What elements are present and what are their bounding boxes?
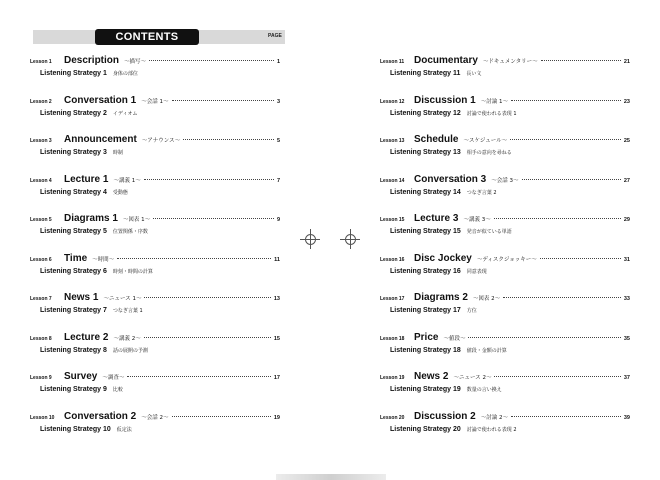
listening-strategy-japanese: 時制 [112, 150, 123, 156]
listening-strategy-label: Listening Strategy 16 [390, 267, 461, 275]
dotted-leader [144, 297, 270, 298]
toc-entry-main-line [380, 174, 630, 188]
lesson-number: Lesson 18 [380, 335, 405, 342]
lesson-japanese-subtitle: ～図表 1～ [122, 217, 151, 223]
lesson-japanese-subtitle: ～スケジュール～ [463, 138, 508, 144]
toc-entry-main-line [380, 371, 630, 385]
page-number: 17 [273, 375, 280, 381]
listening-strategy-japanese: 発音が似ている単語 [466, 229, 512, 235]
toc-entry-main-line [30, 292, 280, 306]
lesson-title: Lecture 1 [64, 173, 109, 185]
lesson-japanese-subtitle: ～時間～ [92, 256, 115, 263]
lesson-title: Conversation 1 [64, 94, 137, 106]
crosshair-registration-icon [340, 229, 360, 249]
listening-strategy-japanese: 仮定法 [116, 426, 132, 433]
toc-entry-strategy-line [40, 347, 148, 354]
listening-strategy-japanese: 数量の言い換え [466, 387, 502, 393]
dotted-leader [503, 297, 621, 298]
lesson-title: Schedule [414, 134, 459, 145]
lesson-japanese-subtitle: ～描写～ [124, 59, 147, 65]
toc-right-page [380, 0, 660, 480]
page-number: 19 [273, 414, 280, 421]
dotted-leader [149, 60, 274, 61]
lesson-number: Lesson 20 [380, 414, 405, 421]
lesson-number: Lesson 7 [30, 296, 52, 302]
toc-entry [380, 134, 630, 164]
dotted-leader [511, 100, 621, 101]
listening-strategy-japanese: 位置関係・序数 [112, 229, 148, 235]
lesson-title: News 2 [414, 371, 449, 382]
toc-entry-strategy-line [390, 426, 517, 433]
toc-entry-main-line [380, 213, 630, 227]
toc-entry-main-line [380, 55, 630, 69]
toc-entry [380, 95, 630, 125]
dotted-leader [117, 258, 271, 259]
page-gutter-shadow [276, 474, 386, 480]
lesson-title: Lecture 2 [64, 331, 109, 343]
lesson-number: Lesson 10 [30, 414, 55, 421]
toc-entry [380, 292, 630, 322]
crosshair-registration-icon [300, 229, 320, 249]
toc-entry-strategy-line [40, 189, 128, 196]
toc-entry-main-line [380, 95, 630, 109]
toc-entry [30, 253, 280, 283]
lesson-japanese-subtitle: ～調査～ [102, 375, 125, 381]
dotted-leader [153, 218, 274, 219]
page-number: 23 [623, 98, 630, 105]
listening-strategy-japanese: 相手の意向を尋ねる [466, 150, 512, 156]
listening-strategy-japanese: 討論で使われる表現 1 [466, 110, 517, 117]
dotted-leader [468, 337, 620, 338]
toc-entry [380, 213, 630, 243]
lesson-number: Lesson 12 [380, 98, 405, 105]
listening-strategy-label: Listening Strategy 13 [390, 149, 461, 156]
toc-entry [30, 332, 280, 362]
toc-entry-main-line [30, 213, 280, 227]
page-number: 5 [276, 138, 280, 144]
dotted-leader [183, 139, 274, 140]
listening-strategy-japanese: 比較 [112, 387, 123, 393]
listening-strategy-japanese: 話の展開の予測 [112, 347, 148, 354]
listening-strategy-japanese: つなぎ言葉 2 [466, 189, 497, 196]
page-number: 29 [623, 217, 630, 223]
lesson-number: Lesson 14 [380, 177, 405, 184]
dotted-leader [540, 258, 621, 259]
lesson-japanese-subtitle: ～会話 2～ [141, 414, 169, 421]
lesson-number: Lesson 8 [30, 335, 52, 342]
listening-strategy-label: Listening Strategy 18 [390, 346, 461, 354]
page-number: 21 [623, 59, 630, 65]
lesson-number: Lesson 16 [380, 256, 405, 263]
lesson-japanese-subtitle: ～講義 1～ [113, 177, 141, 184]
contents-title: CONTENTS [95, 29, 199, 45]
listening-strategy-label: Listening Strategy 20 [390, 425, 461, 433]
lesson-japanese-subtitle: ～値段～ [443, 335, 466, 342]
lesson-number: Lesson 1 [30, 59, 52, 65]
dotted-leader [172, 416, 271, 417]
toc-entry-strategy-line [40, 149, 123, 156]
toc-entry [380, 411, 630, 441]
lesson-japanese-subtitle: ～アナウンス～ [141, 138, 181, 144]
toc-entry [380, 55, 630, 85]
toc-entry-strategy-line [40, 70, 138, 77]
toc-entry-strategy-line [390, 189, 497, 196]
toc-entry-strategy-line [390, 347, 507, 354]
lesson-title: Conversation 3 [414, 173, 487, 185]
listening-strategy-label: Listening Strategy 14 [390, 188, 461, 196]
page-number: 25 [623, 138, 630, 144]
dotted-leader [144, 337, 271, 338]
listening-strategy-label: Listening Strategy 9 [40, 386, 107, 393]
toc-entry-strategy-line [390, 307, 477, 314]
page-number: 27 [623, 177, 630, 184]
listening-strategy-label: Listening Strategy 4 [40, 188, 107, 196]
toc-entry-main-line [30, 55, 280, 69]
lesson-japanese-subtitle: ～講義 3～ [463, 217, 491, 223]
lesson-japanese-subtitle: ～会話 1～ [141, 98, 169, 105]
lesson-number: Lesson 13 [380, 138, 405, 144]
dotted-leader [494, 218, 621, 219]
listening-strategy-japanese: 時刻・時間の計算 [112, 268, 153, 275]
lesson-title: Diagrams 2 [414, 292, 468, 303]
lesson-number: Lesson 15 [380, 217, 405, 223]
lesson-title: Diagrams 1 [64, 213, 118, 224]
toc-entry [380, 253, 630, 283]
lesson-japanese-subtitle: ～講義 2～ [113, 335, 141, 342]
listening-strategy-label: Listening Strategy 15 [390, 228, 461, 235]
lesson-title: Disc Jockey [414, 252, 472, 264]
lesson-number: Lesson 9 [30, 375, 52, 381]
toc-entry-strategy-line [390, 386, 502, 393]
lesson-japanese-subtitle: ～討論 2～ [480, 414, 508, 421]
lesson-title: Discussion 2 [414, 410, 476, 422]
toc-entry [30, 213, 280, 243]
page-number: 3 [276, 98, 280, 105]
lesson-title: Announcement [64, 134, 137, 145]
listening-strategy-japanese: 受動態 [112, 189, 128, 196]
lesson-number: Lesson 17 [380, 296, 405, 302]
toc-entry-main-line [30, 253, 280, 267]
listening-strategy-japanese: 討論で使われる表現 2 [466, 426, 517, 433]
toc-entry-strategy-line [40, 110, 138, 117]
lesson-japanese-subtitle: ～ニュース 1～ [103, 296, 142, 302]
page-number: 13 [273, 296, 280, 302]
toc-entry [380, 332, 630, 362]
toc-entry-strategy-line [390, 149, 512, 156]
lesson-title: Price [414, 331, 439, 343]
listening-strategy-japanese: つなぎ言葉 1 [112, 308, 143, 314]
listening-strategy-japanese: 同意表現 [466, 268, 487, 275]
page-number: 9 [276, 217, 280, 223]
page-number: 39 [623, 414, 630, 421]
dotted-leader [541, 60, 621, 61]
toc-entry-strategy-line [40, 307, 143, 314]
lesson-number: Lesson 11 [380, 59, 405, 65]
listening-strategy-label: Listening Strategy 1 [40, 70, 107, 77]
page-number: 11 [274, 256, 280, 263]
dotted-leader [144, 179, 274, 180]
listening-strategy-label: Listening Strategy 11 [390, 70, 461, 77]
toc-entry-strategy-line [390, 70, 481, 77]
toc-left-page [30, 0, 330, 480]
page-column-label: PAGE [268, 33, 282, 39]
listening-strategy-label: Listening Strategy 8 [40, 346, 107, 354]
dotted-leader [172, 100, 274, 101]
lesson-number: Lesson 4 [30, 177, 52, 184]
dotted-leader [127, 376, 271, 377]
listening-strategy-label: Listening Strategy 5 [40, 228, 107, 235]
toc-entry-strategy-line [40, 426, 132, 433]
listening-strategy-japanese: 方位 [466, 308, 477, 314]
toc-entry-main-line [380, 253, 630, 267]
lesson-japanese-subtitle: ～討論 1～ [480, 98, 508, 105]
toc-entry-strategy-line [40, 228, 148, 235]
toc-entry-main-line [30, 95, 280, 109]
toc-entry-main-line [30, 174, 280, 188]
listening-strategy-japanese: 身体の部位 [112, 71, 138, 77]
listening-strategy-label: Listening Strategy 10 [40, 425, 111, 433]
lesson-number: Lesson 6 [30, 256, 52, 263]
page-number: 15 [273, 335, 280, 342]
toc-entry-main-line [30, 134, 280, 148]
toc-entry [30, 371, 280, 401]
lesson-title: Discussion 1 [414, 94, 476, 106]
lesson-japanese-subtitle: ～図表 2～ [472, 296, 501, 302]
listening-strategy-label: Listening Strategy 7 [40, 307, 107, 314]
toc-entry [380, 174, 630, 204]
lesson-number: Lesson 3 [30, 138, 52, 144]
toc-entry [30, 134, 280, 164]
lesson-japanese-subtitle: ～ドキュメンタリー～ [482, 59, 538, 65]
toc-entry-strategy-line [390, 110, 517, 117]
toc-entry [30, 95, 280, 125]
lesson-title: News 1 [64, 292, 99, 303]
toc-entry [30, 292, 280, 322]
toc-entry-main-line [30, 371, 280, 385]
toc-entry [30, 411, 280, 441]
toc-entry-main-line [380, 134, 630, 148]
listening-strategy-label: Listening Strategy 2 [40, 109, 107, 117]
dotted-leader [522, 179, 621, 180]
toc-entry [30, 55, 280, 85]
toc-entry [380, 371, 630, 401]
toc-entry-strategy-line [40, 268, 153, 275]
lesson-title: Lecture 3 [414, 213, 459, 224]
toc-entry-strategy-line [390, 228, 512, 235]
lesson-japanese-subtitle: ～会話 3～ [491, 177, 519, 184]
dotted-leader [510, 139, 621, 140]
lesson-title: Conversation 2 [64, 410, 137, 422]
toc-entry-main-line [380, 292, 630, 306]
toc-entry [30, 174, 280, 204]
toc-entry-main-line [380, 332, 630, 346]
page-number: 1 [276, 59, 280, 65]
lesson-title: Description [64, 55, 120, 66]
listening-strategy-label: Listening Strategy 12 [390, 109, 461, 117]
lesson-number: Lesson 5 [30, 217, 52, 223]
listening-strategy-label: Listening Strategy 19 [390, 386, 461, 393]
lesson-title: Survey [64, 371, 98, 382]
listening-strategy-label: Listening Strategy 17 [390, 307, 461, 314]
lesson-japanese-subtitle: ～ディスクジョッキー～ [476, 256, 537, 263]
page-number: 35 [623, 335, 630, 342]
page-number: 33 [623, 296, 630, 302]
toc-entry-main-line [380, 411, 630, 425]
page-number: 31 [623, 256, 630, 263]
page-number: 37 [623, 375, 630, 381]
toc-entry-main-line [30, 332, 280, 346]
lesson-title: Time [64, 252, 88, 264]
toc-entry-main-line [30, 411, 280, 425]
lesson-japanese-subtitle: ～ニュース 2～ [453, 375, 492, 381]
toc-entry-strategy-line [390, 268, 487, 275]
listening-strategy-label: Listening Strategy 3 [40, 149, 107, 156]
listening-strategy-japanese: 長い文 [466, 71, 482, 77]
listening-strategy-japanese: イディオム [112, 110, 138, 117]
lesson-number: Lesson 2 [30, 98, 52, 105]
listening-strategy-japanese: 値段・金額の計算 [466, 347, 507, 354]
dotted-leader [494, 376, 620, 377]
lesson-number: Lesson 19 [380, 375, 405, 381]
listening-strategy-label: Listening Strategy 6 [40, 267, 107, 275]
toc-entry-strategy-line [40, 386, 123, 393]
page-number: 7 [276, 177, 280, 184]
dotted-leader [511, 416, 621, 417]
lesson-title: Documentary [414, 55, 478, 66]
